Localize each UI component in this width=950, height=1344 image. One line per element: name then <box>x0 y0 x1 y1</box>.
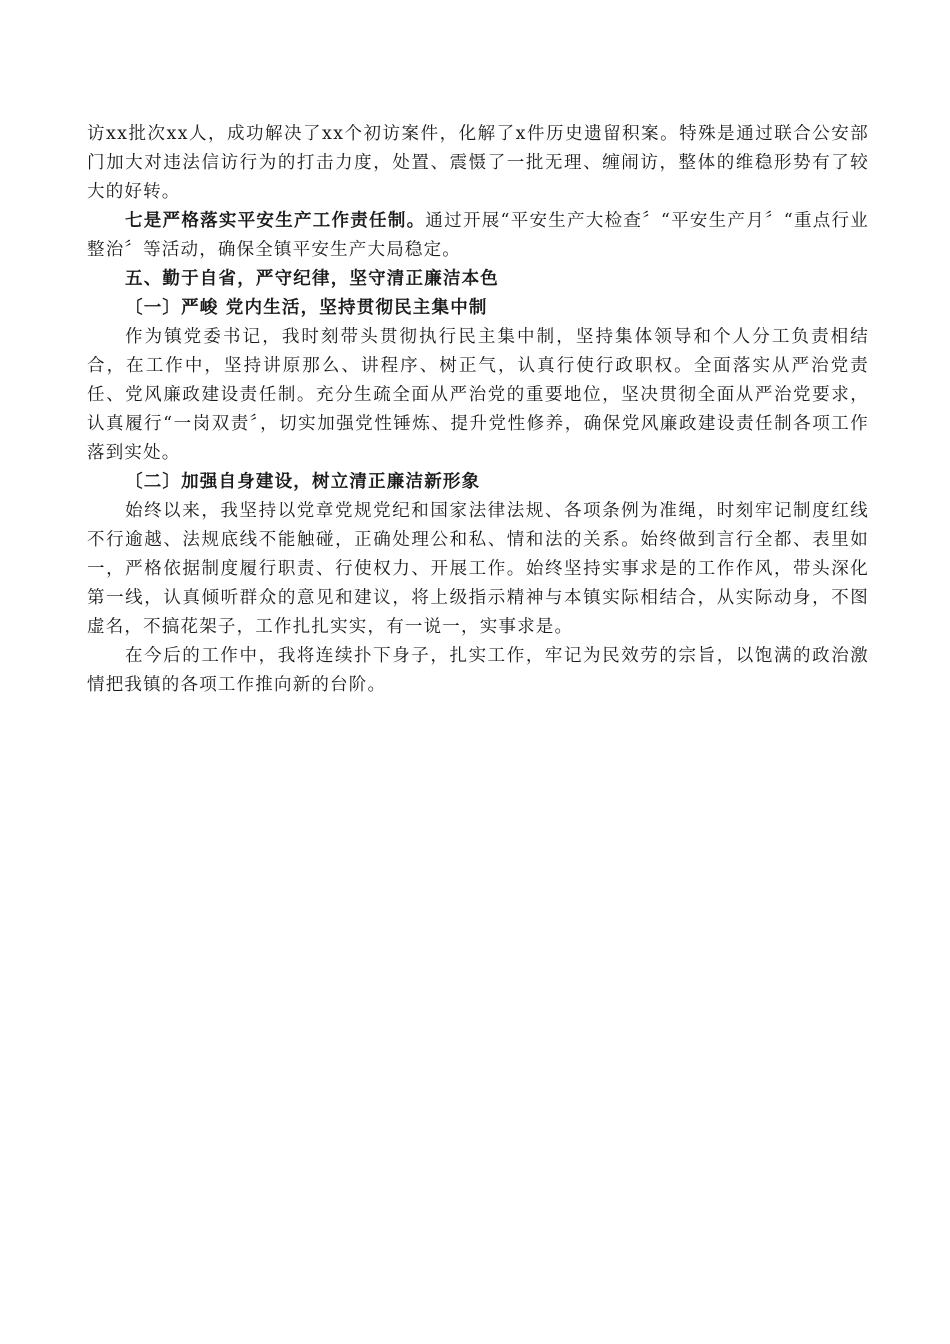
paragraph-lead-safety: 七是严格落实平安生产工作责任制。 <box>125 211 426 231</box>
paragraph-self-discipline: 始终以来，我坚持以党章党规党纪和国家法律法规、各项条例为准绳，时刻牢记制度红线不行逾越、法规底线不能触碰，正确处理公和私、情和法的关系。始终做到言行全都、表里如一，严格依据制度履行职责、行使权力、开展工作。始终坚持实事求是的工作作风，带头深化第一线，认真倾听群众的意见和建议，将上级指示精神与本镇实际相结合，从实际动身，不图虚名，不搞花架子，工作扎扎实实，有一说一，实事求是。 <box>87 501 869 637</box>
document-page <box>87 120 869 700</box>
paragraph-body-safety: 通过开展“平安生产大检查〞“平安生产月〞“重点行业整治〞等活动，确保全镇平安生产大局稳定。 <box>87 211 870 260</box>
paragraph-conclusion: 在今后的工作中，我将连续扑下身子，扎实工作，牢记为民效劳的宗旨，以饱满的政治激情把我镇的各项工作推向新的台阶。 <box>87 646 869 695</box>
paragraph-democratic-centralism: 作为镇党委书记，我时刻带头贯彻执行民主集中制，坚持集体领导和个人分工负责相结合，在工作中，坚持讲原那么、讲程序、树正气，认真行使行政职权。全面落实从严治党责任、党风廉政建设责任制。充分生疏全面从严治党的重要地位，坚决贯彻全面从严治党要求，认真履行“一岗双责〞，切实加强党性锤炼、提升党性修养，确保党风廉政建设责任制各项工作落到实处。 <box>87 327 869 463</box>
subheading-two: 〔二〕加强自身建设，树立清正廉洁新形象 <box>125 472 481 492</box>
section-heading-five: 五、勤于自省，严守纪律，坚守清正廉洁本色 <box>125 269 499 289</box>
paragraph-petition-results: 访xx批次xx人，成功解决了xx个初访案件，化解了x件历史遗留积案。特殊是通过联合公安部门加大对违法信访行为的打击力度，处置、震慑了一批无理、缠闹访，整体的维稳形势有了较大的好转。 <box>87 124 869 202</box>
subheading-one: 〔一〕严峻 党内生活，坚持贯彻民主集中制 <box>125 298 488 318</box>
paragraph-safety-production <box>87 207 869 265</box>
